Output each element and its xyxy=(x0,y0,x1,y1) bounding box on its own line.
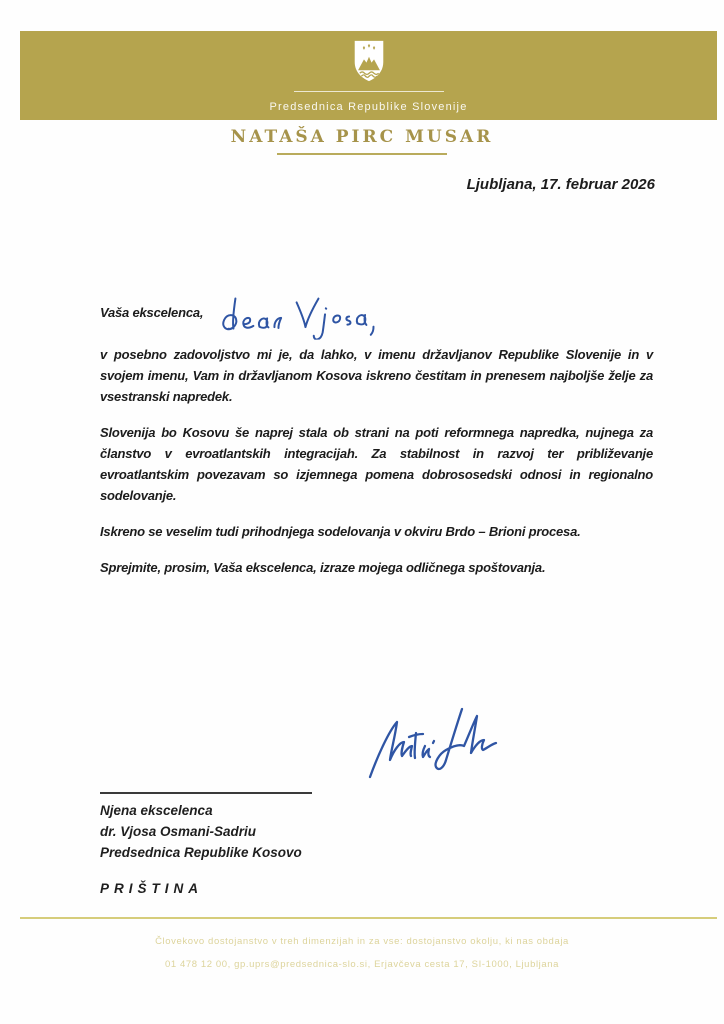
dateline: Ljubljana, 17. februar 2026 xyxy=(466,176,655,193)
slovenia-coat-of-arms-icon xyxy=(352,40,386,82)
recipient-honorific: Njena ekscelenca xyxy=(100,803,213,818)
footer-divider xyxy=(20,917,717,919)
paragraph: Slovenija bo Kosovu še naprej stala ob strani na poti reformnega napredka, nujnega za članstvo v evroatlantskih integracijah. Za stabilnost in razvoj ter približevanje evroatlantskim povezavam so izjemnega pomena dobrososedski odnosi in regionalno sodelovanje. xyxy=(100,425,653,503)
footer-contact: 01 478 12 00, gp.uprs@predsednica-slo.si, Erjavčeva cesta 17, SI-1000, Ljubljana xyxy=(164,959,560,970)
president-name: NATAŠA PIRC MUSAR xyxy=(230,127,494,147)
letterhead-band xyxy=(20,31,717,120)
recipient-city: PRIŠTINA xyxy=(100,881,204,896)
name-underline xyxy=(277,153,447,155)
footer-motto: Človekovo dostojanstvo v treh dimenzijah in za vse: dostojanstvo okolju, ki nas obdaja xyxy=(155,936,569,947)
signature-icon xyxy=(358,693,508,793)
paragraph: v posebno zadovoljstvo mi je, da lahko, v imenu državljanov Republike Slovenije in v svojem imenu, Vam in državljanom Kosova iskreno čestitam in prenesem najboljše želje za vsestranski napredek. xyxy=(100,347,653,404)
recipient-divider xyxy=(100,792,312,794)
band-divider xyxy=(294,91,444,92)
paragraph: Sprejmite, prosim, Vaša ekscelenca, izraze mojega odličnega spoštovanja. xyxy=(100,560,546,575)
office-title: Predsednica Republike Slovenije xyxy=(269,101,468,113)
recipient-block xyxy=(100,792,400,899)
handwritten-salutation-icon xyxy=(216,285,398,343)
salutation: Vaša ekscelenca, xyxy=(100,305,204,320)
salutation-row xyxy=(100,292,653,344)
recipient-name: dr. Vjosa Osmani-Sadriu xyxy=(100,824,257,839)
letter-body xyxy=(100,292,653,593)
paragraph: Iskreno se veselim tudi prihodnjega sodelovanja v okviru Brdo – Brioni procesa. xyxy=(100,524,581,539)
recipient-title: Predsednica Republike Kosovo xyxy=(100,845,302,860)
